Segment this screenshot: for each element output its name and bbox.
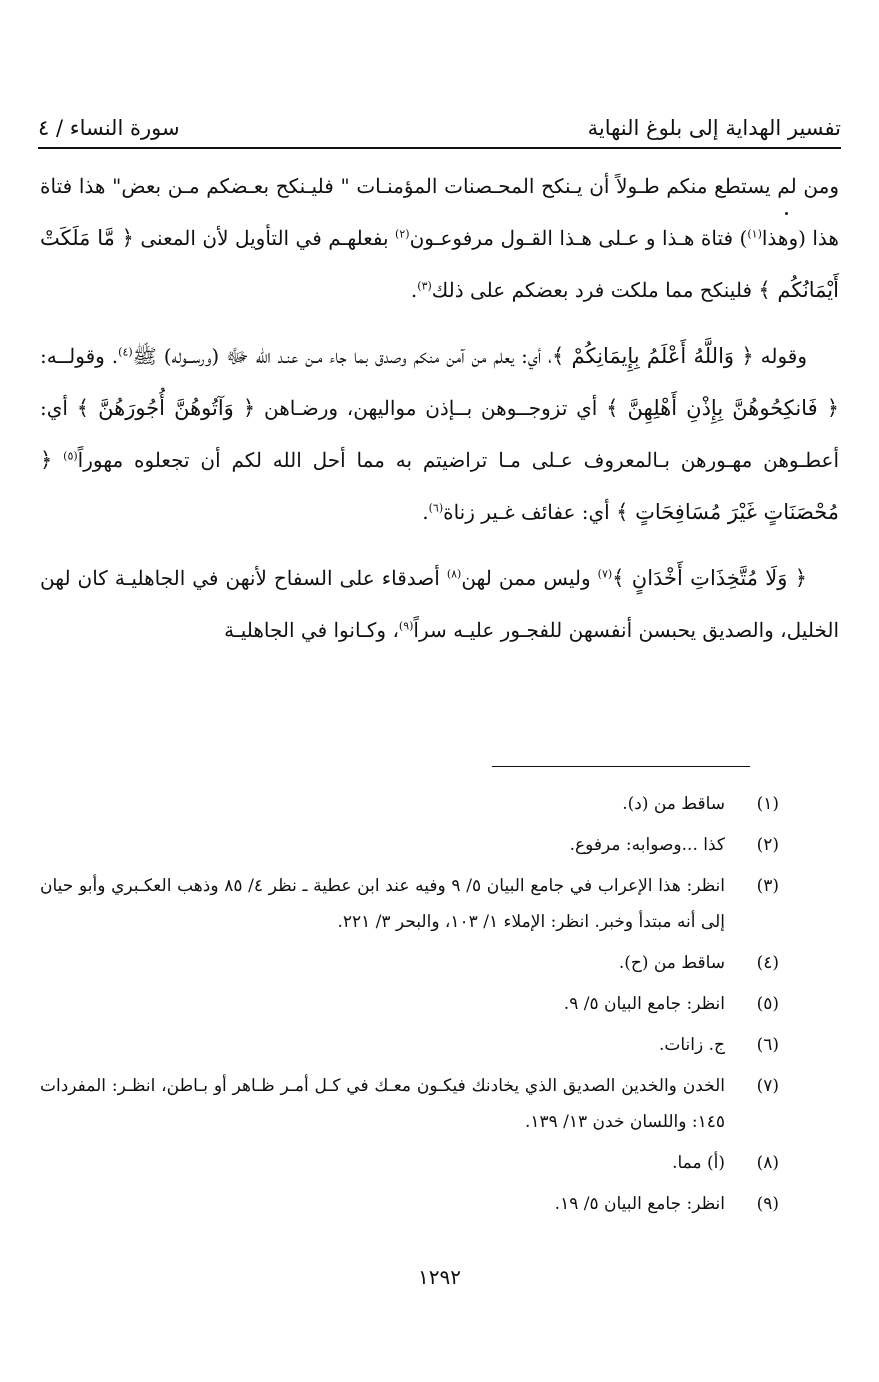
footnote-ref-8[interactable]: (٨) [446, 567, 462, 581]
paragraph-2 [40, 330, 839, 538]
footnote-9 [40, 1186, 779, 1222]
footnote-text: كذا ...وصوابه: مرفوع. [569, 835, 725, 855]
footnote-4 [40, 945, 779, 981]
footnote-5 [40, 986, 779, 1022]
running-header [38, 96, 841, 140]
footnote-number: (٣) [756, 876, 779, 896]
header-rule [38, 147, 841, 149]
text-span: أي تزوجــوهن بــإذن مواليهن، ورضـاهن [255, 396, 607, 420]
text-span: ، أي: يعلم من آمن منكم وصدق بما جاء مـن عنـد الله ﷻ (ورســوله) ﷺ [132, 344, 552, 368]
footnotes [40, 786, 779, 1227]
text-span: . [410, 278, 418, 302]
footnote-number: (٩) [756, 1194, 779, 1214]
footnote-ref-9[interactable]: (٩) [398, 619, 414, 633]
page-number: ١٢٩٢ [418, 1265, 461, 1289]
surah-label: سورة النساء / ٤ [38, 116, 180, 140]
quran-quote: ﴿ وَآتُوهُنَّ أُجُورَهُنَّ ﴾ [76, 396, 256, 420]
footnote-8 [40, 1145, 779, 1181]
text-span: وقوله [753, 344, 807, 368]
footnote-number: (١) [756, 794, 779, 814]
footnote-text: ساقط من (د). [622, 794, 725, 814]
text-span [52, 448, 63, 472]
footnote-text: انظر: جامع البيان ٥/ ٩. [563, 994, 725, 1014]
text-span: ، وكـانوا في الجاهليـة [224, 618, 399, 642]
footnote-text: (أ) مما. [672, 1153, 725, 1173]
footnote-ref-6[interactable]: (٦) [428, 501, 444, 515]
text-span: بفعلهـم في التأويل لأن المعنى [133, 226, 396, 250]
book-title: تفسير الهداية إلى بلوغ النهاية [587, 116, 841, 140]
text-span: أي: أعطـوهن مهـورهن بـالمعروف عـلى مـا تراضيتم به مما أحل الله لكم أن تجعلوه مهوراً [40, 396, 839, 472]
quran-quote: ﴿ وَلَا مُتَّخِذَاتِ أَخْدَانٍ ﴾ [612, 566, 807, 590]
footnote-ref-3[interactable]: (٣) [417, 279, 432, 293]
quran-quote: ﴿ فَانكِحُوهُنَّ بِإِذْنِ أَهْلِهِنَّ ﴾ [606, 396, 839, 420]
main-text [40, 160, 839, 656]
footnote-7 [40, 1068, 779, 1140]
text-span: أصدقاء على السفاح لأنهن في الجاهليـة كان لهن الخليل، والصديق يحبسن أنفسهن للفجـور عليـه سراً [40, 566, 839, 642]
footnote-3 [40, 868, 779, 940]
text-span: أي: عفائف غـير زناة [443, 500, 617, 524]
footnote-number: (٢) [756, 835, 779, 855]
footnote-1 [40, 786, 779, 822]
footnote-text: انظر: جامع البيان ٥/ ١٩. [554, 1194, 725, 1214]
paragraph-1 [40, 160, 839, 316]
footnote-ref-4[interactable]: (٤) [118, 345, 133, 359]
footnote-ref-5[interactable]: (٥) [63, 449, 78, 463]
footnote-text: ساقط من (ح). [618, 953, 725, 973]
text-span: وليس ممن لهن [461, 566, 598, 590]
footnote-ref-7[interactable]: (٧) [597, 567, 613, 581]
text-span: . وقولــه: [40, 344, 119, 368]
footnote-text: ج. زانات. [658, 1035, 725, 1055]
text-span: فلينكح مما ملكت فرد بعضكم على ذلك [431, 278, 759, 302]
quran-quote: ﴿ مَّا مَلَكَتْ أَيْمَانُكُم ﴾ [40, 226, 839, 302]
text-span: . [422, 500, 429, 524]
footnote-text: الخدن والخدين الصديق الذي يخادنك فيكـون معـك في كـل أمـر ظـاهر أو بـاطن، انظـر: المفردات ١٤٥: واللسان خدن ١٣/ ١٣٩. [40, 1076, 725, 1132]
quran-quote: ﴿ وَاللَّهُ أَعْلَمُ بِإِيمَانِكُمْ ﴾ [551, 344, 754, 368]
footnote-separator [492, 766, 750, 767]
footnote-number: (٧) [756, 1076, 779, 1096]
quran-quote: ﴿ مُحْصَنَاتٍ غَيْرَ مُسَافِحَاتٍ ﴾ [40, 448, 839, 524]
text-span: ومن لم يستطع منكم طـولاً أن يـنكح المحـصنات المؤمنـات " فليـنكح بعـضكم مـن بعض" هذا فتاة هذا (وهذا [40, 174, 839, 250]
footnote-2 [40, 827, 779, 863]
footnote-number: (٥) [756, 994, 779, 1014]
footnote-ref-2[interactable]: (٢) [395, 227, 410, 241]
footnote-ref-1[interactable]: (١) [747, 227, 762, 241]
footnote-number: (٤) [756, 953, 779, 973]
footnote-number: (٦) [756, 1035, 779, 1055]
footnote-number: (٨) [756, 1153, 779, 1173]
text-span: ) فتاة هـذا و عـلى هـذا القـول مرفوعـون [409, 226, 748, 250]
paragraph-3 [40, 552, 839, 656]
footnote-6 [40, 1027, 779, 1063]
footnote-text: انظر: هذا الإعراب في جامع البيان ٥/ ٩ وفيه عند ابن عطية ـ نظر ٤/ ٨٥ وذهب العكـبري وأبو حيان إلى أنه مبتدأ وخبر. انظر: الإملاء ١/ ١٠٣، والبحر ٣/ ٢٢١. [40, 876, 725, 932]
